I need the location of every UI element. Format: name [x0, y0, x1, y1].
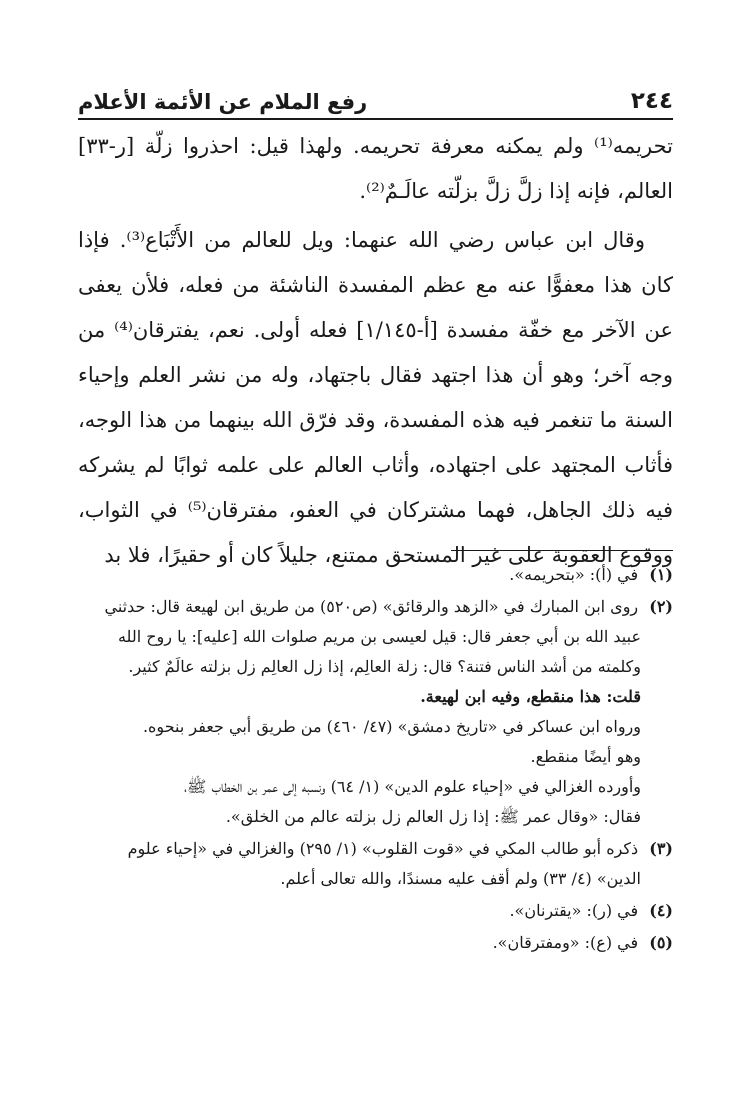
- footnote-line: وهو أيضًا منقطع.: [530, 747, 641, 766]
- paragraph-1: تحريمه⁽¹⁾ ولم يمكنه معرفة تحريمه. ولهذا قيل: احذروا زلّة [ر-٣٣] العالم، فإنه إذا زلَّ زلَّ بزلّته عالَـمٌ⁽²⁾.: [78, 134, 673, 203]
- footnote-number: (٢): [649, 597, 673, 616]
- page-header: [78, 78, 673, 120]
- footnote-separator: [451, 550, 673, 551]
- footnote-text: في (ر): «يقترنان».: [509, 901, 639, 920]
- footnote-line: ورواه ابن عساكر في «تاريخ دمشق» (٤٧/ ٤٦٠) من طريق أبي جعفر بنحوه.: [142, 717, 641, 736]
- footnote-2: [78, 592, 673, 832]
- footnote-line: وأورده الغزالي في «إحياء علوم الدين» (١/ ٦٤) ونسبه إلى عمر بن الخطاب ﷺ،: [183, 777, 641, 796]
- footnote-text: في (ع): «ومفترقان».: [492, 933, 639, 952]
- footnote-text: ذكره أبو طالب المكي في «قوت القلوب» (١/ ٢٩٥) والغزالي في «إحياء علوم: [127, 839, 639, 858]
- footnote-text: في (أ): «بتحريمه».: [509, 565, 639, 584]
- page-number: ٢٤٤: [630, 88, 673, 114]
- main-text: [78, 124, 673, 578]
- footnotes: [78, 560, 673, 960]
- footnote-line: عبيد الله بن أبي جعفر قال: قيل لعيسى بن مريم صلوات الله [عليه]: يا روح الله: [117, 627, 641, 646]
- footnote-text: روى ابن المبارك في «الزهد والرقائق» (ص٥٢٠) من طريق ابن لهيعة قال: حدثني: [104, 597, 639, 616]
- footnote-3: [78, 834, 673, 894]
- paragraph-2: وقال ابن عباس رضي الله عنهما: ويل للعالم من الأَتْبَاع⁽³⁾. فإذا كان هذا معفوًّا عنه مع عظم المفسدة الناشئة من فعله، فلأن يعفى عن الآخر مع خفّة مفسدة [أ-١/١٤٥] فعله أولى. نعم، يفترقان⁽⁴⁾ من وجه آخر؛ وهو أن هذا اجتهد فقال باجتهاد، وله من نشر العلم وإحياء السنة ما تنغمر فيه هذه المفسدة، وقد فرّق الله بينهما من هذا الوجه، فأثاب المجتهد على اجتهاده، وأثاب العالم على علمه ثوابًا لم يشركه فيه ذلك الجاهل، فهما مشتركان في العفو، مفترقان⁽⁵⁾ في الثواب، ووقوع العقوبة على غير المستحق ممتنع، جليلاً كان أو حقيرًا، فلا بد: [78, 228, 673, 567]
- footnote-5: [78, 928, 673, 958]
- footnote-number: (٣): [649, 839, 673, 858]
- footnote-line: قلت: هذا منقطع، وفيه ابن لهيعة.: [420, 687, 641, 706]
- footnote-line: الدين» (٤/ ٣٣) ولم أقف عليه مسندًا، والله تعالى أعلم.: [280, 869, 641, 888]
- footnote-number: (٥): [649, 933, 673, 952]
- footnote-1: [78, 560, 673, 590]
- footnote-number: (١): [649, 565, 673, 584]
- footnote-line: فقال: «وقال عمر ﷺ: إذا زل العالم زل بزلته عالم من الخلق».: [225, 807, 641, 826]
- footnote-4: [78, 896, 673, 926]
- footnote-line: وكلمته من أشد الناس فتنة؟ قال: زلة العالِم، إذا زل العالِم زل بزلته عالَمٌ كثير.: [128, 657, 641, 676]
- running-title: رفع الملام عن الأئمة الأعلام: [78, 90, 368, 114]
- footnote-number: (٤): [649, 901, 673, 920]
